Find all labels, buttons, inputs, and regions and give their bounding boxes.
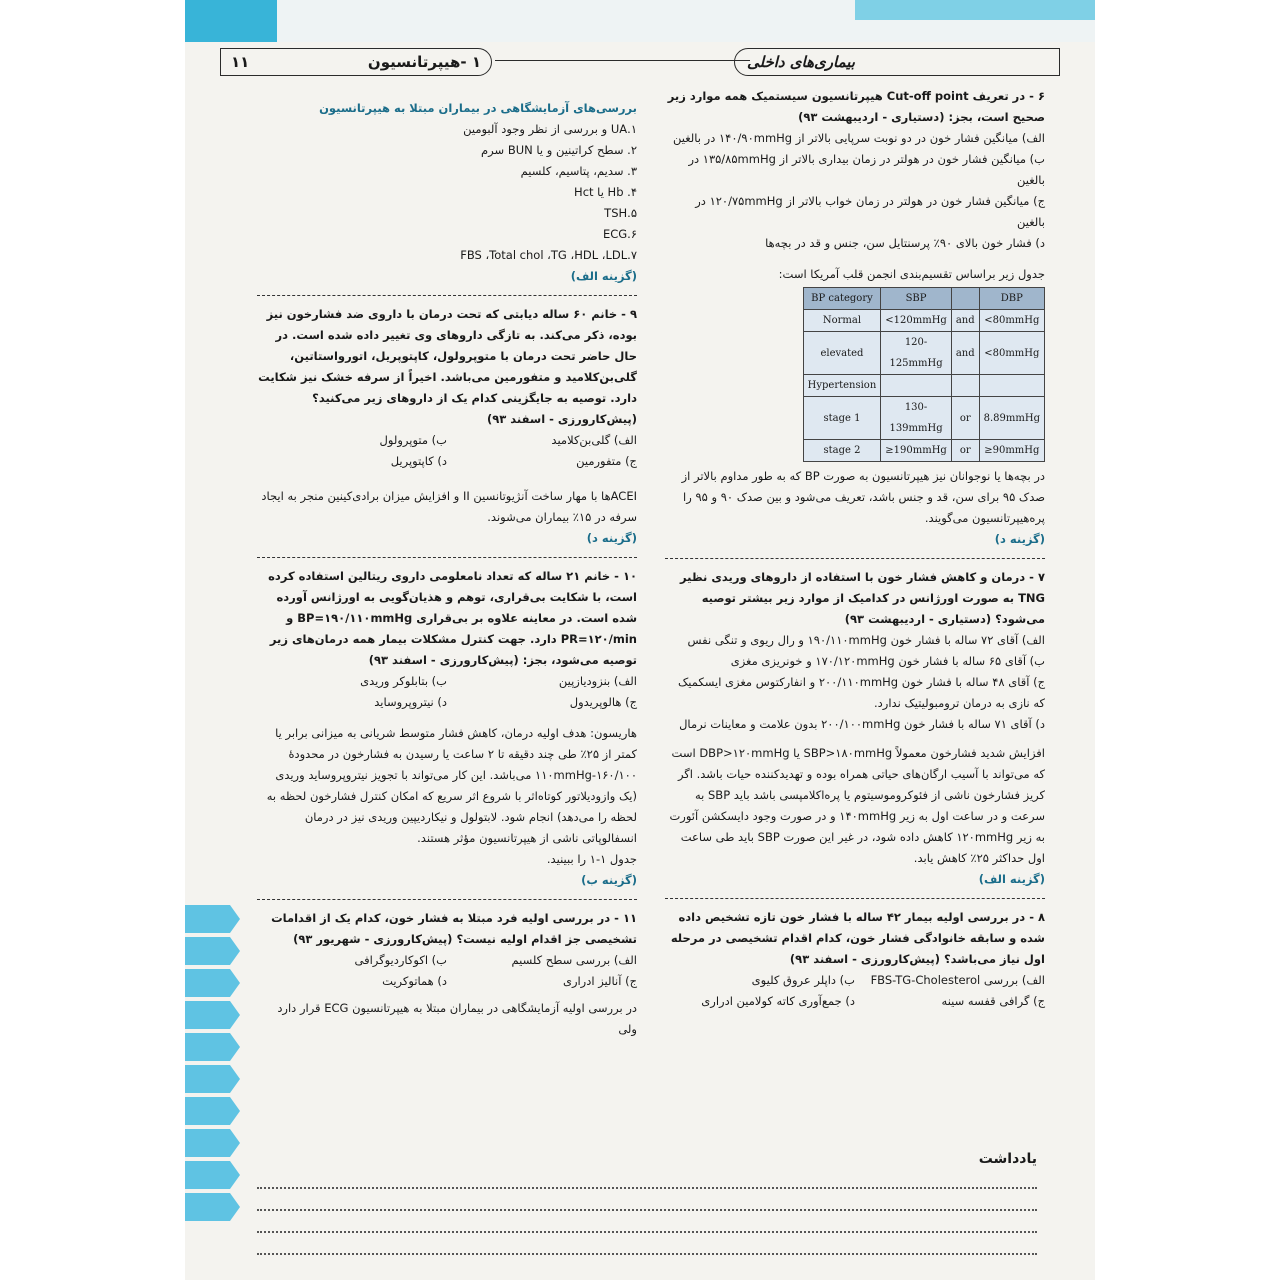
header-rule: [495, 60, 750, 61]
q9-option-d: د) کاپتوپریل: [390, 454, 447, 468]
separator: [257, 899, 637, 900]
q7-answer: (گزینه الف): [978, 872, 1045, 886]
table-cell: and: [951, 310, 979, 332]
table-cell: elevated: [803, 332, 881, 375]
table-cell: stage 1: [803, 397, 881, 440]
separator: [665, 898, 1045, 899]
table-cell: <80mmHg: [979, 332, 1044, 375]
right-column: [665, 86, 1045, 1012]
q6-option-c: ج) میانگین فشار خون در هولتر در زمان خواب بالاتر از ۱۲۰/۷۵mmHg در بالغین: [695, 194, 1045, 229]
table-cell: Hypertension: [803, 375, 881, 397]
q9-option-b: ب) متوپرولول: [379, 433, 447, 447]
separator: [665, 558, 1045, 559]
separator: [257, 557, 637, 558]
q9-option-c: ج) متفورمین: [576, 454, 637, 468]
side-tab: [185, 1161, 230, 1189]
top-band: [185, 0, 1095, 42]
question-9: ۹ - خانم ۶۰ ساله دیابتی که تحت درمان با داروی ضد فشارخون نیز بوده، ذکر می‌کند. به تازگی داروهای وی تغییر داده شده است. در حال حاضر تحت درمان با متوپرولول، کاپتوپریل، اتورواستاتین، گلی‌بن‌کلامید و متفورمین می‌باشد. اخیراً از سرفه خشک نیز شکایت دارد. توصیه به جایگزینی کدام یک از داروهای زیر می‌کنید؟ (پیش‌کارورزی - اسفند ۹۳): [258, 307, 637, 426]
lab-answer: (گزینه الف): [570, 269, 637, 283]
q7-option-a: الف) آقای ۷۲ ساله با فشار خون ۱۹۰/۱۱۰mmHg و رال ریوی و تنگی نفس: [687, 633, 1045, 647]
table-cell: 130-139mmHg: [881, 397, 952, 440]
table-cell: or: [951, 397, 979, 440]
table-cell: stage 2: [803, 440, 881, 462]
q7-option-c: ج) آقای ۴۸ ساله با فشار خون ۲۰۰/۱۱۰mmHg و انفارکتوس مغزی ایسکمیک که نازی به درمان ترومبولیتیک ندارد.: [677, 675, 1045, 710]
lab-item: ۵.TSH: [604, 206, 637, 220]
q11-options: [257, 950, 637, 992]
table-cell: ≥190mmHg: [881, 440, 952, 462]
q7-option-b: ب) آقای ۶۵ ساله با فشار خون ۱۷۰/۱۲۰mmHg و خونریزی مغزی: [730, 654, 1045, 668]
side-tabs: [185, 905, 230, 1225]
question-10: ۱۰ - خانم ۲۱ ساله که تعداد نامعلومی داروی ریتالین استفاده کرده است، با شکایت بی‌قراری، توهم و هذیان‌گویی به اورژانس آورده شده است. در معاینه علاوه بر بی‌قراری BP=۱۹۰/۱۱۰mmHg و PR=۱۲۰/min دارد. جهت کنترل مشکلات بیمار همه درمان‌های زیر توصیه می‌شود، بجز: (پیش‌کارورزی - اسفند ۹۳): [268, 569, 637, 667]
chapter-header: [220, 48, 492, 76]
notes-section: [257, 1148, 1037, 1255]
q11-option-c: ج) آنالیز ادراری: [562, 974, 637, 988]
lab-item: ۶.ECG: [602, 227, 637, 241]
table-cell: [979, 375, 1044, 397]
q10-option-b: ب) بتابلوکر وریدی: [360, 674, 447, 688]
book-page: [185, 0, 1095, 1280]
side-tab: [185, 1033, 230, 1061]
teal-corner: [185, 0, 277, 42]
q10-options: [257, 671, 637, 713]
q11-explanation: در بررسی اولیه آزمایشگاهی در بیماران مبتلا به هیپرتانسیون ECG قرار دارد ولی: [277, 1001, 637, 1036]
table-cell: DBP: [979, 288, 1044, 310]
bp-table: [803, 287, 1045, 462]
book-title: بیماری‌های داخلی: [747, 53, 855, 71]
question-8: ۸ - در بررسی اولیه بیمار ۴۲ ساله با فشار خون تازه تشخیص داده شده و سابقه خانوادگی فشار خون، کدام اقدام تشخیصی در مرحله اول نیاز می‌باشد؟ (پیش‌کارورزی - اسفند ۹۳): [670, 910, 1045, 966]
separator: [257, 295, 637, 296]
lab-item: ۳. سدیم، پتاسیم، کلسیم: [520, 164, 637, 178]
q10-option-a: الف) بنزودیازپین: [558, 674, 637, 688]
table-cell: [881, 375, 952, 397]
table-row: [803, 440, 1044, 462]
q10-answer: (گزینه ب): [581, 873, 637, 887]
side-tab: [185, 1065, 230, 1093]
q7-explanation: افزایش شدید فشارخون معمولاً SBP>۱۸۰mmHg یا DBP>۱۲۰mmHg است که می‌تواند با آسیب ارگان‌های حیاتی همراه بوده و تهدیدکننده حیات باشد. اگر کریز فشارخون ناشی از فئوکروموسیتوم یا پره‌اکلامپسی باشد باید SBP به سرعت و در ساعت اول به زیر ۱۴۰mmHg و در صورت وجود دایسکشن آئورت به زیر ۱۲۰mmHg کاهش داده شود، در غیر این صورت SBP باید طی ساعت اول حداکثر ۲۵٪ کاهش یابد.: [669, 746, 1045, 865]
q7-option-d: د) آقای ۷۱ ساله با فشار خون ۲۰۰/۱۰۰mmHg بدون علامت و معاینات نرمال: [679, 717, 1045, 731]
q6-explanation: در بچه‌ها یا نوجوانان نیز هیپرتانسیون به صورت BP که به طور مداوم بالاتر از صدک ۹۵ برای سن، قد و جنس باشد، تعریف می‌شود و بین صدک ۹۰ و ۹۵ را پره‌هیپرتانسیون می‌گویند.: [681, 469, 1045, 525]
table-row: [803, 332, 1044, 375]
table-row: [803, 375, 1044, 397]
side-tab: [185, 1193, 230, 1221]
left-column: [257, 98, 637, 1040]
q9-options: [257, 430, 637, 472]
note-line: [257, 1167, 1037, 1189]
table-cell: Normal: [803, 310, 881, 332]
lab-item: ۲. سطح کراتینین و یا BUN سرم: [481, 143, 637, 157]
table-cell: [951, 375, 979, 397]
q10-option-c: ج) هالوپریدول: [569, 695, 637, 709]
chapter-title: ۱ -هیپرتانسیون: [367, 53, 481, 71]
note-line: [257, 1211, 1037, 1233]
note-line: [257, 1233, 1037, 1255]
lab-item: ۷.FBS ،Total chol ،TG ،HDL ،LDL: [460, 248, 637, 262]
q9-option-a: الف) گلی‌بن‌کلامید: [551, 433, 637, 447]
q9-explanation: ACEIها با مهار ساخت آنژیوتانسین II و افزایش میزان برادی‌کینین منجر به ایجاد سرفه در ۱۵٪ بیماران می‌شوند.: [261, 489, 637, 524]
q8-option-b: ب) داپلر عروق کلیوی: [751, 973, 855, 987]
q8-options: [665, 970, 1045, 1012]
question-11: ۱۱ - در بررسی اولیه فرد مبتلا به فشار خون، کدام یک از اقدامات تشخیصی جز اقدام اولیه نیست؟ (پیش‌کارورزی - شهریور ۹۳): [271, 911, 637, 946]
side-tab: [185, 1097, 230, 1125]
q11-option-a: الف) بررسی سطح کلسیم: [511, 953, 637, 967]
side-tab: [185, 1001, 230, 1029]
table-cell: SBP: [881, 288, 952, 310]
table-cell: <120mmHg: [881, 310, 952, 332]
table-cell: BP category: [803, 288, 881, 310]
note-line: [257, 1189, 1037, 1211]
side-tab: [185, 937, 230, 965]
table-cell: [951, 288, 979, 310]
book-header: [734, 48, 1060, 76]
table-title: جدول زیر براساس تقسیم‌بندی انجمن قلب آمریکا است:: [778, 267, 1045, 281]
q8-option-a: الف) بررسی FBS-TG-Cholesterol: [870, 973, 1045, 987]
table-row: [803, 310, 1044, 332]
side-tab: [185, 969, 230, 997]
table-cell: 120-125mmHg: [881, 332, 952, 375]
table-cell: ≥90mmHg: [979, 440, 1044, 462]
question-6: ۶ - در تعریف Cut-off point هیپرتانسیون سیستمیک همه موارد زیر صحیح است، بجز: (دستیاری - اردیبهشت ۹۳): [667, 89, 1045, 124]
table-row: [803, 397, 1044, 440]
q9-answer: (گزینه د): [586, 531, 637, 545]
q11-option-b: ب) اکوکاردیوگرافی: [354, 953, 447, 967]
q6-answer: (گزینه د): [994, 532, 1045, 546]
page-number: ۱۱: [231, 53, 250, 71]
q10-explanation: هاریسون: هدف اولیه درمان، کاهش فشار متوسط شریانی به میزانی برابر یا کمتر از ۲۵٪ طی چند دقیقه تا ۲ ساعت یا رسیدن به فشارخون در محدودهٔ ۱۶۰/۱۰۰-۱۱۰mmHg می‌باشد. این کار می‌تواند با تجویز نیتروپروساید وریدی (یک وازودیلاتور کوتاه‌اثر با شروع اثر سریع که امکان کنترل فشارخون لحظه به لحظه را می‌دهد) انجام شود. لابتولول و نیکاردیپین وریدی نیز در درمان انسفالوپاتی ناشی از هیپرتانسیون مؤثر هستند.: [266, 726, 637, 845]
lab-item: ۴. Hb یا Hct: [574, 185, 637, 199]
question-7: ۷ - درمان و کاهش فشار خون با استفاده از داروهای وریدی نظیر TNG به صورت اورژانس در کدامیک از موارد زیر بیشتر توصیه می‌شود؟ (دستیاری - اردیبهشت ۹۳): [679, 570, 1045, 626]
q6-option-a: الف) میانگین فشار خون در دو نوبت سرپایی بالاتر از ۱۴۰/۹۰mmHg در بالغین: [673, 131, 1045, 145]
table-cell: 8.89mmHg: [979, 397, 1044, 440]
q10-option-d: د) نیتروپروساید: [374, 695, 447, 709]
q6-option-b: ب) میانگین فشار خون در هولتر در زمان بیداری بالاتر از ۱۳۵/۸۵mmHg در بالغین: [688, 152, 1045, 187]
side-tab: [185, 905, 230, 933]
table-cell: <80mmHg: [979, 310, 1044, 332]
q8-option-c: ج) گرافی قفسه سینه: [941, 994, 1045, 1008]
q6-option-d: د) فشار خون بالای ۹۰٪ پرسنتایل سن، جنس و قد در بچه‌ها: [765, 236, 1045, 250]
lab-item: ۱.UA و بررسی از نظر وجود آلبومین: [463, 122, 637, 136]
table-cell: or: [951, 440, 979, 462]
side-tab: [185, 1129, 230, 1157]
table-header-row: [803, 288, 1044, 310]
notes-label: یادداشت: [978, 1151, 1037, 1167]
q8-option-d: د) جمع‌آوری کاته کولامین ادراری: [701, 994, 855, 1008]
lab-section-title: بررسی‌های آزمایشگاهی در بیماران مبتلا به هیپرتانسیون: [319, 101, 637, 115]
q11-option-d: د) هماتوکریت: [382, 974, 447, 988]
cyan-strip: [855, 0, 1095, 20]
q10-table-ref: جدول ۱-۱ را ببینید.: [546, 852, 637, 866]
table-cell: and: [951, 332, 979, 375]
